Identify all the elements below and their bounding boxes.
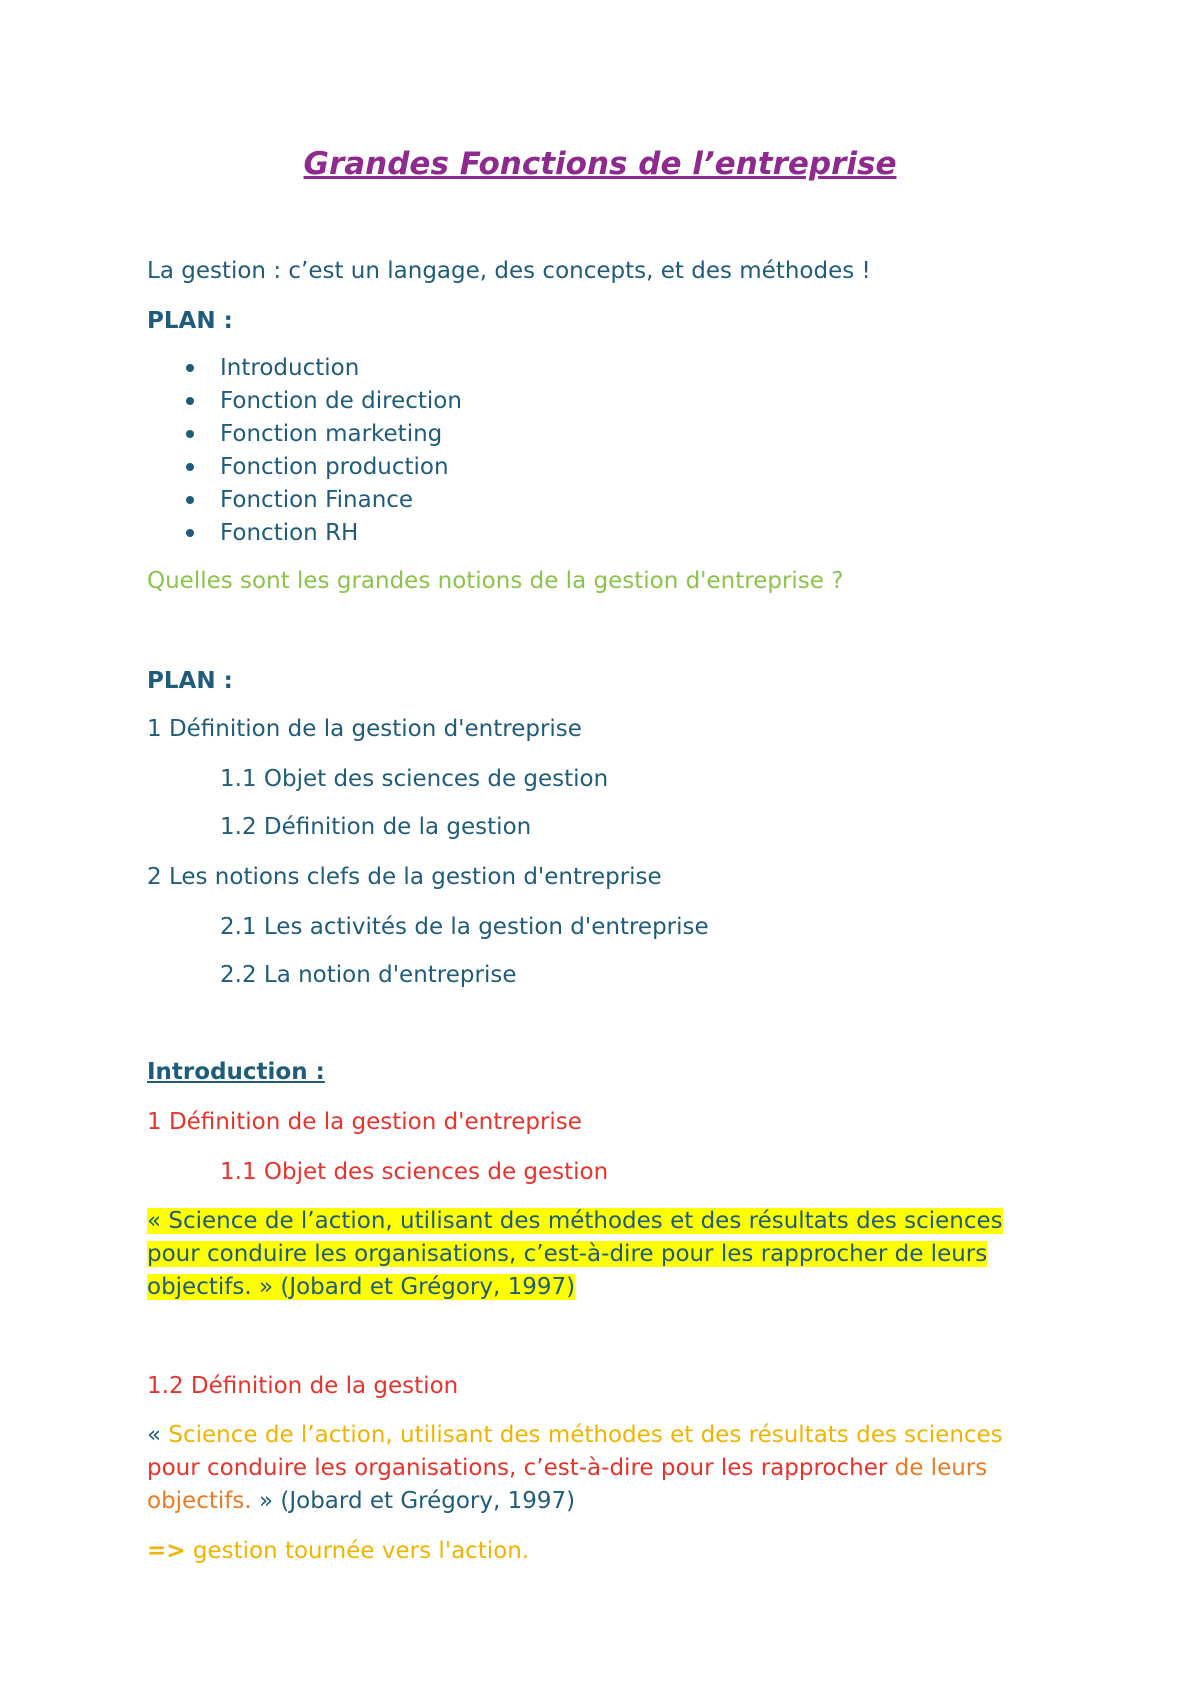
bullet-icon [186, 529, 194, 537]
introduction-heading: Introduction : [147, 1059, 325, 1085]
quote-2-line-1: « Science de l’action, utilisant des méthodes et des résultats des sciences [147, 1422, 1003, 1448]
plan-item: Fonction RH [220, 518, 358, 548]
quote-1-line-2: pour conduire les organisations, c’est-à-dire pour les rapprocher de leurs [147, 1241, 988, 1267]
plan-item: Fonction Finance [220, 485, 413, 515]
plan2-section-2: 2 Les notions clefs de la gestion d'entreprise [147, 864, 662, 890]
plan-item: Introduction [220, 353, 359, 383]
bullet-icon [186, 463, 194, 471]
document-title: Grandes Fonctions de l’entreprise [303, 146, 897, 182]
bullet-icon [186, 430, 194, 438]
quote-1-line-3: objectifs. » (Jobard et Grégory, 1997) [147, 1274, 576, 1300]
plan-item: Fonction production [220, 452, 449, 482]
bullet-icon [186, 397, 194, 405]
bullet-icon [186, 496, 194, 504]
plan2-subsection-1-2: 1.2 Définition de la gestion [220, 814, 532, 840]
plan-heading-1: PLAN : [147, 308, 233, 334]
bullet-icon [186, 364, 194, 372]
plan2-section-1: 1 Définition de la gestion d'entreprise [147, 716, 582, 742]
introduction-subsection-1-1: 1.1 Objet des sciences de gestion [220, 1159, 609, 1185]
quote-1-line-1: « Science de l’action, utilisant des méthodes et des résultats des sciences [147, 1208, 1003, 1234]
arrow-icon: => [147, 1538, 186, 1564]
quote-2-line-2: pour conduire les organisations, c’est-à-dire pour les rapprocher de leurs [147, 1455, 988, 1481]
plan2-subsection-1-1: 1.1 Objet des sciences de gestion [220, 766, 609, 792]
quote-2-line-3: objectifs. » (Jobard et Grégory, 1997) [147, 1488, 576, 1514]
intro-line: La gestion : c’est un langage, des concepts, et des méthodes ! [147, 258, 871, 284]
plan2-subsection-2-2: 2.2 La notion d'entreprise [220, 962, 517, 988]
plan-heading-2: PLAN : [147, 668, 233, 694]
plan-item: Fonction de direction [220, 386, 462, 416]
introduction-subsection-1-2: 1.2 Définition de la gestion [147, 1373, 459, 1399]
plan2-subsection-2-1: 2.1 Les activités de la gestion d'entreprise [220, 914, 709, 940]
plan-item: Fonction marketing [220, 419, 442, 449]
question-line: Quelles sont les grandes notions de la gestion d'entreprise ? [147, 568, 844, 594]
introduction-section-1: 1 Définition de la gestion d'entreprise [147, 1109, 582, 1135]
conclusion-line: => gestion tournée vers l'action. [147, 1538, 530, 1564]
